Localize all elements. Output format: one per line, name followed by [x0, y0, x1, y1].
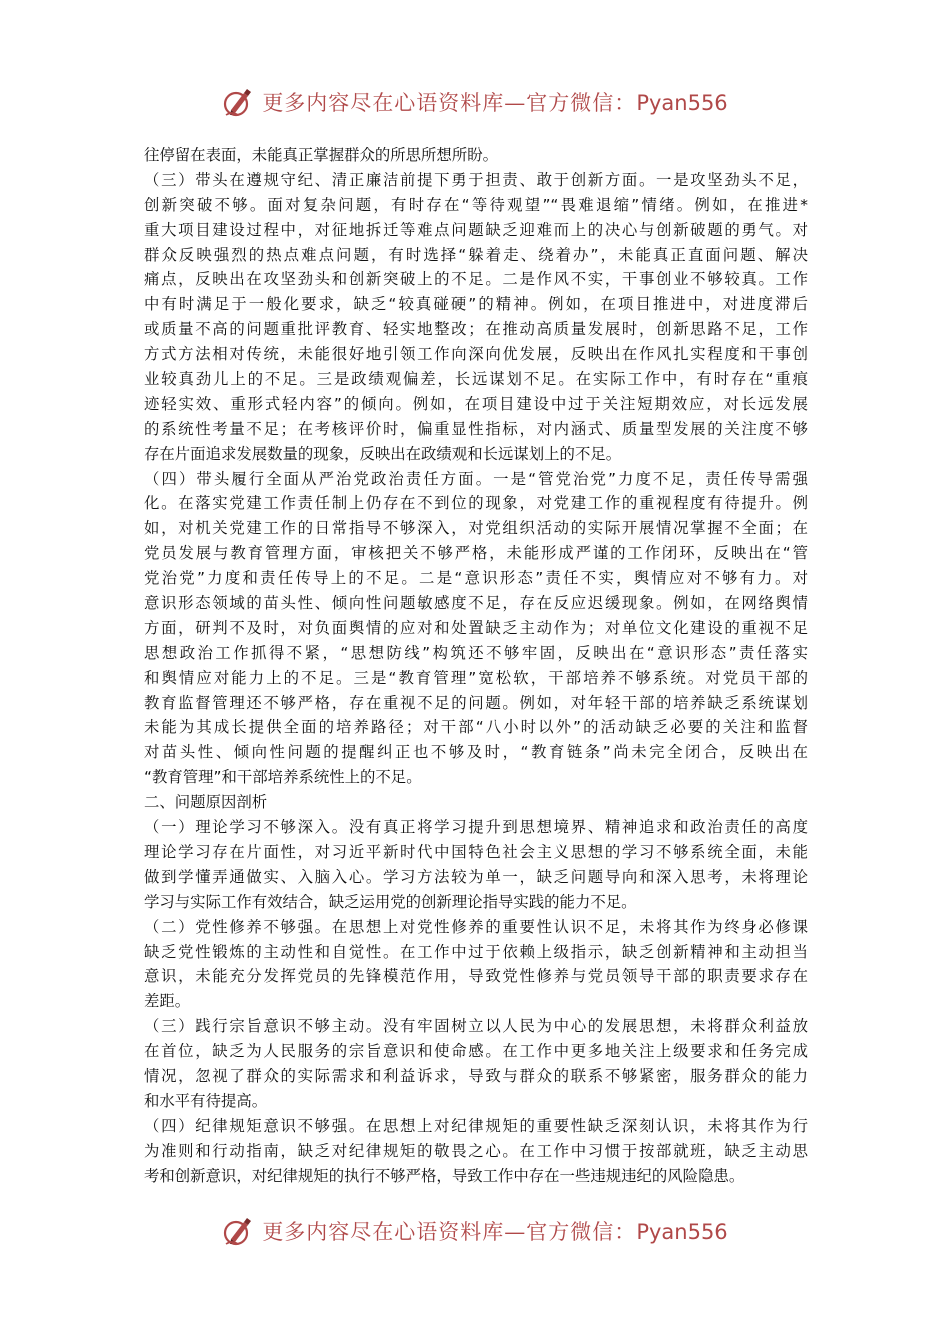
- text-line: 中有时满足于一般化要求，缺乏“较真碰硬”的精神。例如，在项目推进中，对进度滞后: [144, 295, 808, 314]
- text-line: 缺乏党性锻炼的主动性和自觉性。在工作中过于依赖上级指示，缺乏创新精神和主动担当: [144, 942, 808, 961]
- wechat-id: Pyan556: [636, 1220, 728, 1244]
- text-line: 重大项目建设过程中，对征地拆迁等难点问题缺乏迎难而上的决心与创新破题的勇气。对: [144, 220, 808, 239]
- watermark-content: [222, 1214, 727, 1248]
- text-line: （二）党性修养不够强。在思想上对党性修养的重要性认识不足，未将其作为终身必修课: [144, 917, 808, 936]
- text-line: （三）践行宗旨意识不够主动。没有牢固树立以人民为中心的发展思想，未将群众利益放: [144, 1017, 808, 1036]
- text-line: 对苗头性、倾向性问题的提醒纠正也不够及时，“教育链条”尚未完全闭合，反映出在: [144, 743, 808, 762]
- text-line: 和水平有待提高。: [144, 1091, 268, 1110]
- text-line: 或质量不高的问题重批评教育、轻实地整改；在推动高质量发展时，创新思路不足，工作: [144, 320, 808, 339]
- text-line: （一）理论学习不够深入。没有真正将学习提升到思想境界、精神追求和政治责任的高度: [144, 818, 808, 837]
- text-line: 的系统性考量不足；在考核评价时，偏重显性指标，对内涵式、质量型发展的关注度不够: [144, 419, 808, 438]
- text-line: （三）带头在遵规守纪、清正廉洁前提下勇于担责、敢于创新方面。一是攻坚劲头不足，: [144, 170, 808, 189]
- text-line: 存在片面追求发展数量的现象，反映出在政绩观和长远谋划上的不足。: [144, 444, 622, 463]
- text-line: 学习与实际工作有效结合，缺乏运用党的创新理论指导实践的能力不足。: [144, 892, 637, 911]
- text-line: （四）带头履行全面从严治党政治责任方面。一是“管党治党”力度不足，责任传导需强: [144, 469, 808, 488]
- text-line: （四）纪律规矩意识不够强。在思想上对纪律规矩的重要性缺乏深刻认识，未将其作为行: [144, 1116, 808, 1135]
- text-line: 和舆情应对能力上的不足。三是“教育管理”宽松软，干部培养不够系统。对党员干部的: [144, 668, 808, 687]
- text-line: 为准则和行动指南，缺乏对纪律规矩的敬畏之心。在工作中习惯于按部就班，缺乏主动思: [144, 1141, 808, 1160]
- wechat-id: Pyan556: [636, 91, 728, 115]
- text-line: 情况，忽视了群众的实际需求和利益诉求，导致与群众的联系不够紧密，服务群众的能力: [144, 1066, 808, 1085]
- text-line: 未能为其成长提供全面的培养路径；对干部“八小时以外”的活动缺乏必要的关注和监督: [144, 718, 808, 737]
- text-line: 意识，未能充分发挥党员的先锋模范作用，导致党性修养与党员领导干部的职责要求存在: [144, 967, 808, 986]
- text-line: 理论学习存在片面性，对习近平新时代中国特色社会主义思想的学习不够系统全面，未能: [144, 842, 808, 861]
- pen-logo-icon: [222, 1214, 256, 1248]
- text-line: 考和创新意识，对纪律规矩的执行不够严格，导致工作中存在一些违规违纪的风险隐患。: [144, 1166, 745, 1185]
- text-line: 党治党”力度和责任传导上的不足。二是“意识形态”责任不实，舆情应对不够有力。对: [144, 569, 808, 588]
- text-line: 方式方法相对传统，未能很好地引领工作向深向优发展，反映出在作风扎实程度和干事创: [144, 345, 808, 364]
- text-line: 群众反映强烈的热点难点问题，有时选择“躲着走、绕着办”，未能真正直面问题、解决: [144, 245, 808, 264]
- text-line: 差距。: [144, 992, 191, 1011]
- pen-logo-icon: [222, 85, 256, 119]
- text-line: 业较真劲儿上的不足。三是政绩观偏差，长远谋划不足。在实际工作中，有时存在“重痕: [144, 370, 808, 389]
- text-line: 创新突破不够。面对复杂问题，有时存在“等待观望”“畏难退缩”情绪。例如，在推进*: [144, 195, 808, 214]
- text-line: 迹轻实效、重形式轻内容”的倾向。例如，在项目建设中过于关注短期效应，对长远发展: [144, 394, 808, 413]
- watermark-text: 更多内容尽在心语资料库—官方微信：Pyan556: [262, 91, 728, 115]
- text-line: 往停留在表面，未能真正掌握群众的所思所想所盼。: [144, 146, 498, 164]
- text-line: 思想政治工作抓得不紧，“思想防线”构筑还不够牢固，反映出在“意识形态”责任落实: [144, 643, 808, 662]
- text-line: 在首位，缺乏为人民服务的宗旨意识和使命感。在工作中更多地关注上级要求和任务完成: [144, 1042, 808, 1061]
- text-line: 二、问题原因剖析: [144, 793, 268, 812]
- text-line: 意识形态领域的苗头性、倾向性问题敏感度不足，存在反应迟缓现象。例如，在网络舆情: [144, 594, 808, 613]
- watermark-banner-top: [0, 82, 950, 122]
- text-line: 痛点，反映出在攻坚劲头和创新突破上的不足。二是作风不实，干事创业不够较真。工作: [144, 270, 808, 289]
- text-line: 方面，研判不及时，对负面舆情的应对和处置缺乏主动作为；对单位文化建设的重视不足: [144, 618, 808, 637]
- text-line: 如，对机关党建工作的日常指导不够深入，对党组织活动的实际开展情况掌握不全面；在: [144, 519, 808, 538]
- watermark-text: 更多内容尽在心语资料库—官方微信：Pyan556: [262, 1220, 728, 1244]
- text-line: 教育监督管理还不够严格，存在重视不足的问题。例如，对年轻干部的培养缺乏系统谋划: [144, 693, 808, 712]
- watermark-content: [222, 85, 727, 119]
- text-line: 化。在落实党建工作责任制上仍存在不到位的现象，对党建工作的重视程度有待提升。例: [144, 494, 808, 513]
- document-body: [144, 143, 808, 1188]
- text-line: 党员发展与教育管理方面，审核把关不够严格，未能形成严谨的工作闭环，反映出在“管: [144, 544, 808, 563]
- text-line: 做到学懂弄通做实、入脑入心。学习方法较为单一，缺乏问题导向和深入思考，未将理论: [144, 867, 808, 886]
- text-line: “教育管理”和干部培养系统性上的不足。: [144, 768, 422, 787]
- watermark-banner-bottom: [0, 1211, 950, 1251]
